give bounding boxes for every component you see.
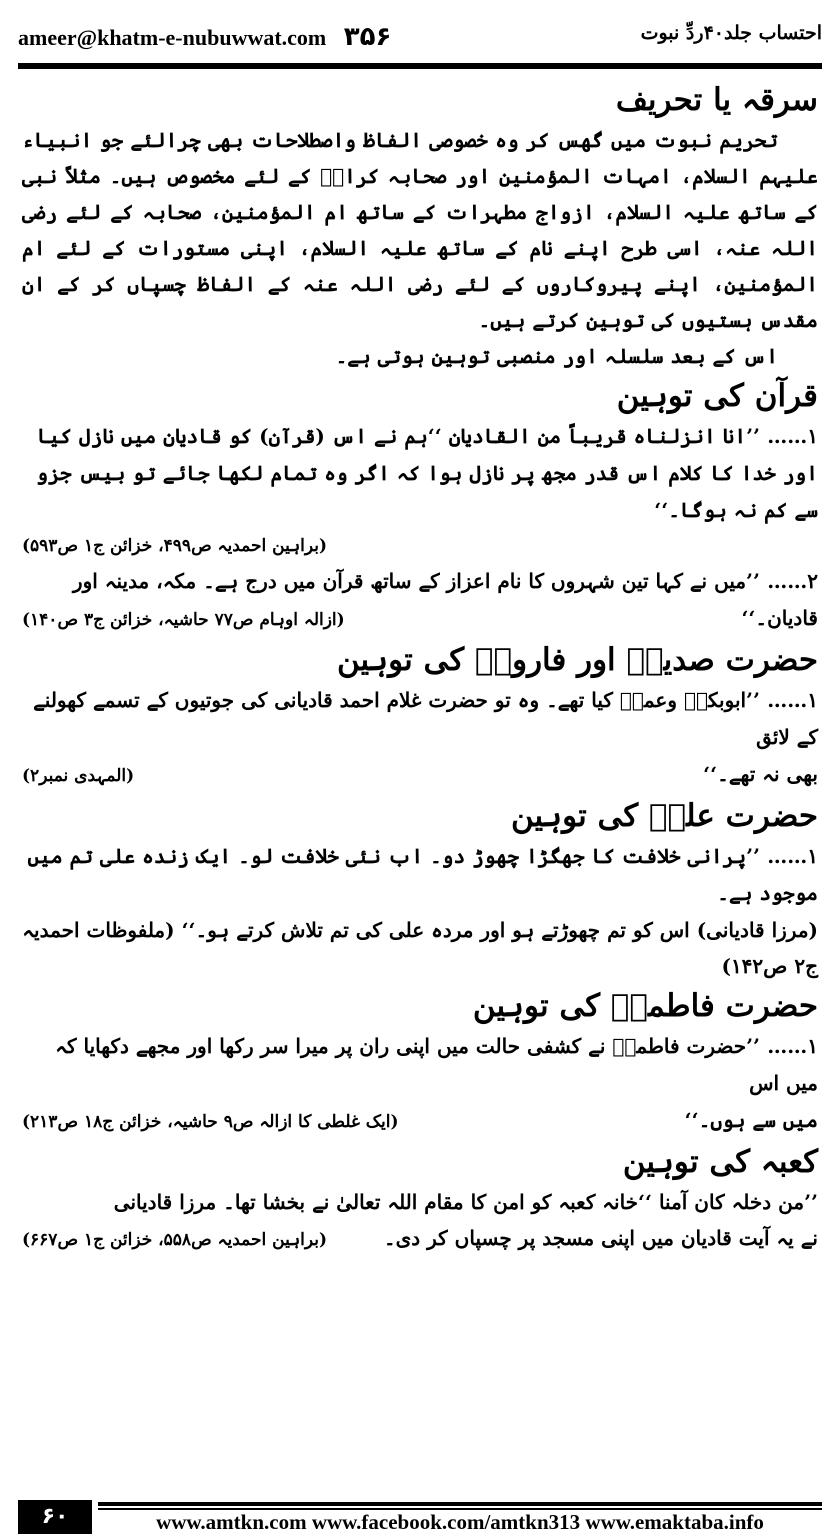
paragraph-sariqa: تحریم نبوت میں گھس کر وہ خصوصی الفاظ واصطلاحات بھی چرالئے جو انبیاء علیہم السلام، امہات المؤمنین اور صحابہ کرامؓ کے لئے مخصوص ہیں۔ مثلاً نبی کے ساتھ علیہ السلام، ازواج مطہرات کے ساتھ ام المؤمنین، صحابہ کے لئے رضی اللہ عنہ، اسی طرح اپنے نام کے ساتھ علیہ السلام، اپنی مستورات کے لئے ام المؤمنین، اپنے پیروکاروں کے لئے رضی اللہ عنہ کے الفاظ چسپاں کر کے ان مقدس ہستیوں کی توہین کرتے ہیں۔	[22, 128, 818, 332]
kaaba-paragraph-tail	[22, 1220, 818, 1258]
item-text: ’’میں نے کہا تین شہروں کا نام اعزاز کے ساتھ قرآن میں درج ہے۔ مکہ، مدینہ اور	[72, 569, 760, 593]
section-heading-sariqa: سرقہ یا تحریف	[615, 82, 818, 118]
section-heading-quran: قرآن کی توہین	[616, 378, 818, 414]
item-reference: (ایک غلطی کا ازالہ ص۹ حاشیہ، خزائن ج۱۸ ص۲۱۳)	[22, 1112, 399, 1132]
footer-page-number: ۶۰	[18, 1500, 92, 1534]
footer-rule-thick	[98, 1502, 822, 1506]
page-header	[18, 22, 822, 52]
item-text: ’’انا انزلناہ قریباً من القادیان ‘‘ہم نے اس (قرآن) کو قادیان میں نازل کیا اور خدا کا کلام اس قدر مجھ پر نازل ہوا کہ اگر وہ تمام لکھا جائے تو بیس جزو سے کم نہ ہوگا۔‘‘	[36, 424, 818, 522]
item-tail-text: قادیان۔‘‘	[741, 606, 818, 630]
ali-item-1	[22, 838, 818, 912]
kaaba-paragraph: ’’من دخلہ کان آمنا ‘‘خانہ کعبہ کو امن کا مقام اللہ تعالیٰ نے بخشا تھا۔ مرزا قادیانی	[113, 1190, 818, 1214]
item-text: ’’حضرت فاطمہؓ نے کشفی حالت میں اپنی ران پر میرا سر رکھا اور مجھے دکھایا کہ میں اس	[55, 1034, 818, 1095]
page-footer	[18, 1500, 822, 1536]
item-number: ۱……	[767, 424, 818, 448]
section-heading-ali: حضرت علیؓ کی توہین	[510, 798, 818, 834]
quran-item-2-tail	[22, 600, 818, 638]
quran-item-1-reference: (براہین احمدیہ ص۴۹۹، خزائن ج۱ ص۵۹۳)	[22, 536, 328, 556]
section-heading-kaaba: کعبہ کی توہین	[622, 1144, 818, 1180]
item-tail-text: میں سے ہوں۔‘‘	[684, 1108, 818, 1132]
siddiq-item-1-tail	[22, 756, 818, 794]
fatima-item-1	[22, 1028, 818, 1102]
header-book-title: احتساب جلد۴۰ردِّ نبوت	[640, 22, 822, 44]
item-reference: (المہدی نمبر۲)	[22, 766, 135, 786]
item-reference: (ازالہ اوہام ص۷۷ حاشیہ، خزائن ج۳ ص۱۴۰)	[22, 610, 345, 630]
siddiq-item-1	[22, 682, 818, 756]
item-number: ۲……	[767, 569, 818, 593]
item-text: ’’ابوبکرؓ وعمرؓ کیا تھے۔ وہ تو حضرت غلام احمد قادیانی کی جوتیوں کے تسمے کھولنے کے لائق	[33, 688, 818, 749]
footer-website-links[interactable]: www.amtkn.com www.facebook.com/amtkn313 www.emaktaba.info	[156, 1510, 764, 1534]
section-heading-fatima: حضرت فاطمہؓ کی توہین	[472, 988, 818, 1024]
item-number: ۱……	[767, 688, 818, 712]
quran-item-1	[22, 418, 818, 529]
ali-item-1-line2: (مرزا قادیانی) اس کو تم چھوڑتے ہو اور مردہ علی کی تم تلاش کرتے ہو۔‘‘ (ملفوظات احمدیہ ج۲ ص۱۴۲)	[22, 918, 818, 978]
fatima-item-1-tail	[22, 1102, 818, 1140]
item-number: ۱……	[767, 844, 818, 868]
header-email[interactable]: ameer@khatm-e-nubuwwat.com	[18, 25, 327, 50]
quran-item-2	[22, 563, 818, 600]
item-number: ۱……	[767, 1034, 818, 1058]
header-rule	[18, 63, 822, 69]
paragraph-reference: (براہین احمدیہ ص۵۵۸، خزائن ج۱ ص۶۶۷)	[22, 1230, 328, 1250]
paragraph-sariqa-followup: اس کے بعد سلسلہ اور منصبی توہین ہوتی ہے۔	[335, 344, 778, 368]
item-tail-text: بھی نہ تھے۔‘‘	[703, 762, 818, 786]
page-content	[22, 78, 818, 1258]
item-text: ’’پرانی خلافت کا جھگڑا چھوڑ دو۔ اب نئی خلافت لو۔ ایک زندہ علی تم میں موجود ہے۔	[27, 844, 818, 905]
section-heading-siddiq-farooq: حضرت صدیقؓ اور فاروقؓ کی توہین	[336, 642, 818, 678]
paragraph-tail-text: نے یہ آیت قادیان میں اپنی مسجد پر چسپاں کر دی۔	[383, 1226, 818, 1250]
header-page-number: ۳۵۶	[343, 22, 392, 52]
header-left	[18, 22, 391, 52]
